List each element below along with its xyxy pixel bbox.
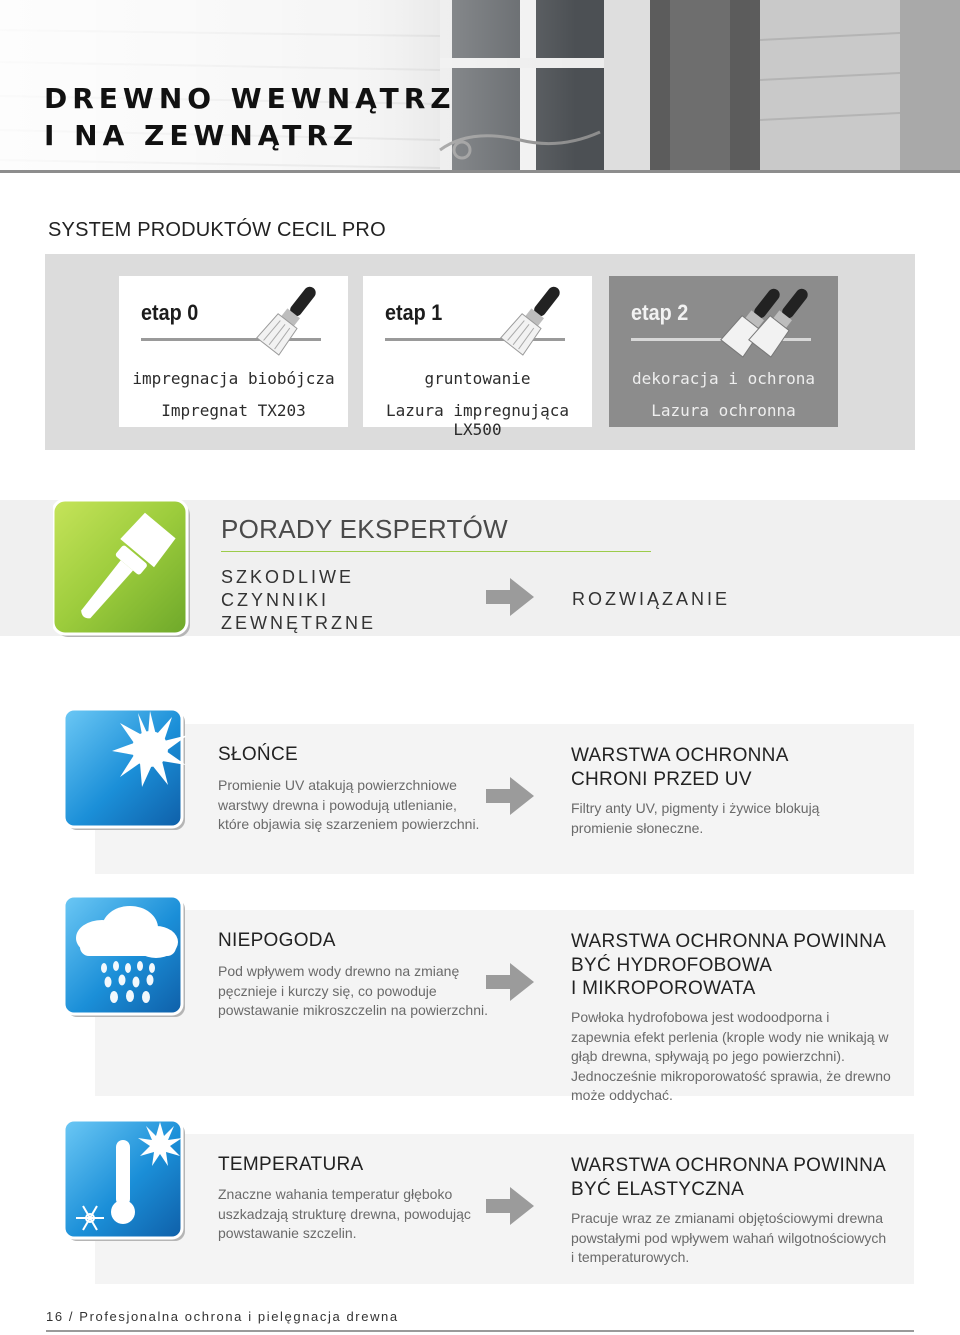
stage-card-0: [119, 276, 348, 427]
solution-title-line1: WARSTWA OCHRONNA: [571, 745, 789, 766]
solution-description: Filtry anty UV, pigmenty i żywice blokują promienie słoneczne.: [571, 800, 820, 836]
stage-product: Lazura ochronna: [651, 401, 796, 420]
solution-title-line2: CHRONI PRZED UV: [571, 768, 752, 790]
paintbrush-icon: [53, 500, 193, 640]
solution-title: [571, 1154, 886, 1201]
stage-product: Lazura impregnująca LX500: [385, 401, 570, 439]
stage-product: Impregnat TX203: [161, 401, 306, 420]
solution-description: Pracuje wraz ze zmianami objętościowymi drewna powstałymi pod wpływem wahań wilgotnościowych i temperaturowych.: [571, 1210, 887, 1265]
factor-description: Promienie UV atakują powierzchniowe warstwy drewna i powodują utlenianie, które objawia się szarzeniem powierzchni.: [218, 777, 480, 832]
stage-description: dekoracja i ochrona: [631, 369, 816, 388]
factor-description: Pod wpływem wody drewno na zmianę pęcznieje i kurczy się, co powoduje powstawanie mikroszczelin na powierzchni.: [218, 963, 489, 1018]
thermometer-icon: [64, 1120, 186, 1242]
arrow-right-icon: [484, 961, 536, 1003]
stage-card-1: [363, 276, 592, 439]
stage-label: etap 0: [141, 300, 199, 325]
paintbrush-icon: [250, 278, 330, 358]
page-title-line1: DREWNO WEWNĄTRZ: [44, 82, 456, 115]
factor-description: Znaczne wahania temperatur głęboko uszkadzają strukturę drewna, powodując powstawanie szczelin.: [218, 1186, 471, 1241]
experts-divider: [221, 551, 651, 552]
solution-description: Powłoka hydrofobowa jest wodoodporna i zapewnia efekt perlenia (krople wody nie wnikają w głąb drewna, spływają po jego powierzchni). Jednocześnie mikroporowatość sprawia, że drewno może oddychać.: [571, 1009, 891, 1103]
solution-title-line1: WARSTWA OCHRONNA POWINNA: [571, 931, 887, 952]
solution-title: [571, 930, 886, 1001]
stage-card-2: [609, 276, 838, 427]
solution-title: [571, 744, 789, 791]
factors-heading: [221, 566, 376, 635]
footer-divider: [46, 1330, 914, 1332]
factor-title: SŁOŃCE: [218, 744, 298, 765]
solution-title-line1: WARSTWA OCHRONNA POWINNA: [571, 1155, 887, 1176]
factor-title: NIEPOGODA: [218, 930, 336, 951]
system-title: SYSTEM PRODUKTÓW CECIL PRO: [48, 219, 386, 241]
factor-title: TEMPERATURA: [218, 1154, 364, 1175]
header-divider: [0, 170, 960, 173]
solution-title-line3: I MIKROPOROWATA: [571, 978, 756, 999]
paintbrush-icon: [494, 278, 574, 358]
two-paintbrushes-icon: [720, 278, 820, 362]
experts-title: PORADY EKSPERTÓW: [221, 514, 509, 544]
page-title: [44, 80, 456, 154]
page-footer: 16 / Profesjonalna ochrona i pielęgnacja drewna: [46, 1309, 399, 1324]
sun-icon: [64, 709, 186, 831]
factors-heading-line1: SZKODLIWE: [221, 567, 355, 587]
stage-description: impregnacja biobójcza: [132, 369, 335, 388]
stage-description: gruntowanie: [424, 369, 531, 388]
solution-title-line2: BYĆ HYDROFOBOWA: [571, 954, 773, 976]
page-title-line2: I NA ZEWNĄTRZ: [44, 119, 359, 152]
factors-heading-line2: CZYNNIKI: [221, 590, 330, 610]
solution-title-line2: BYĆ ELASTYCZNA: [571, 1178, 745, 1200]
stage-label: etap 2: [631, 300, 689, 325]
header-photo: [0, 0, 960, 172]
solution-heading: ROZWIĄZANIE: [572, 589, 730, 609]
arrow-right-icon: [484, 1185, 536, 1227]
arrow-right-icon: [484, 775, 536, 817]
factors-heading-line3: ZEWNĘTRZNE: [221, 613, 376, 633]
rain-cloud-icon: [64, 896, 186, 1018]
arrow-right-icon: [484, 576, 536, 618]
stage-label: etap 1: [385, 300, 443, 325]
